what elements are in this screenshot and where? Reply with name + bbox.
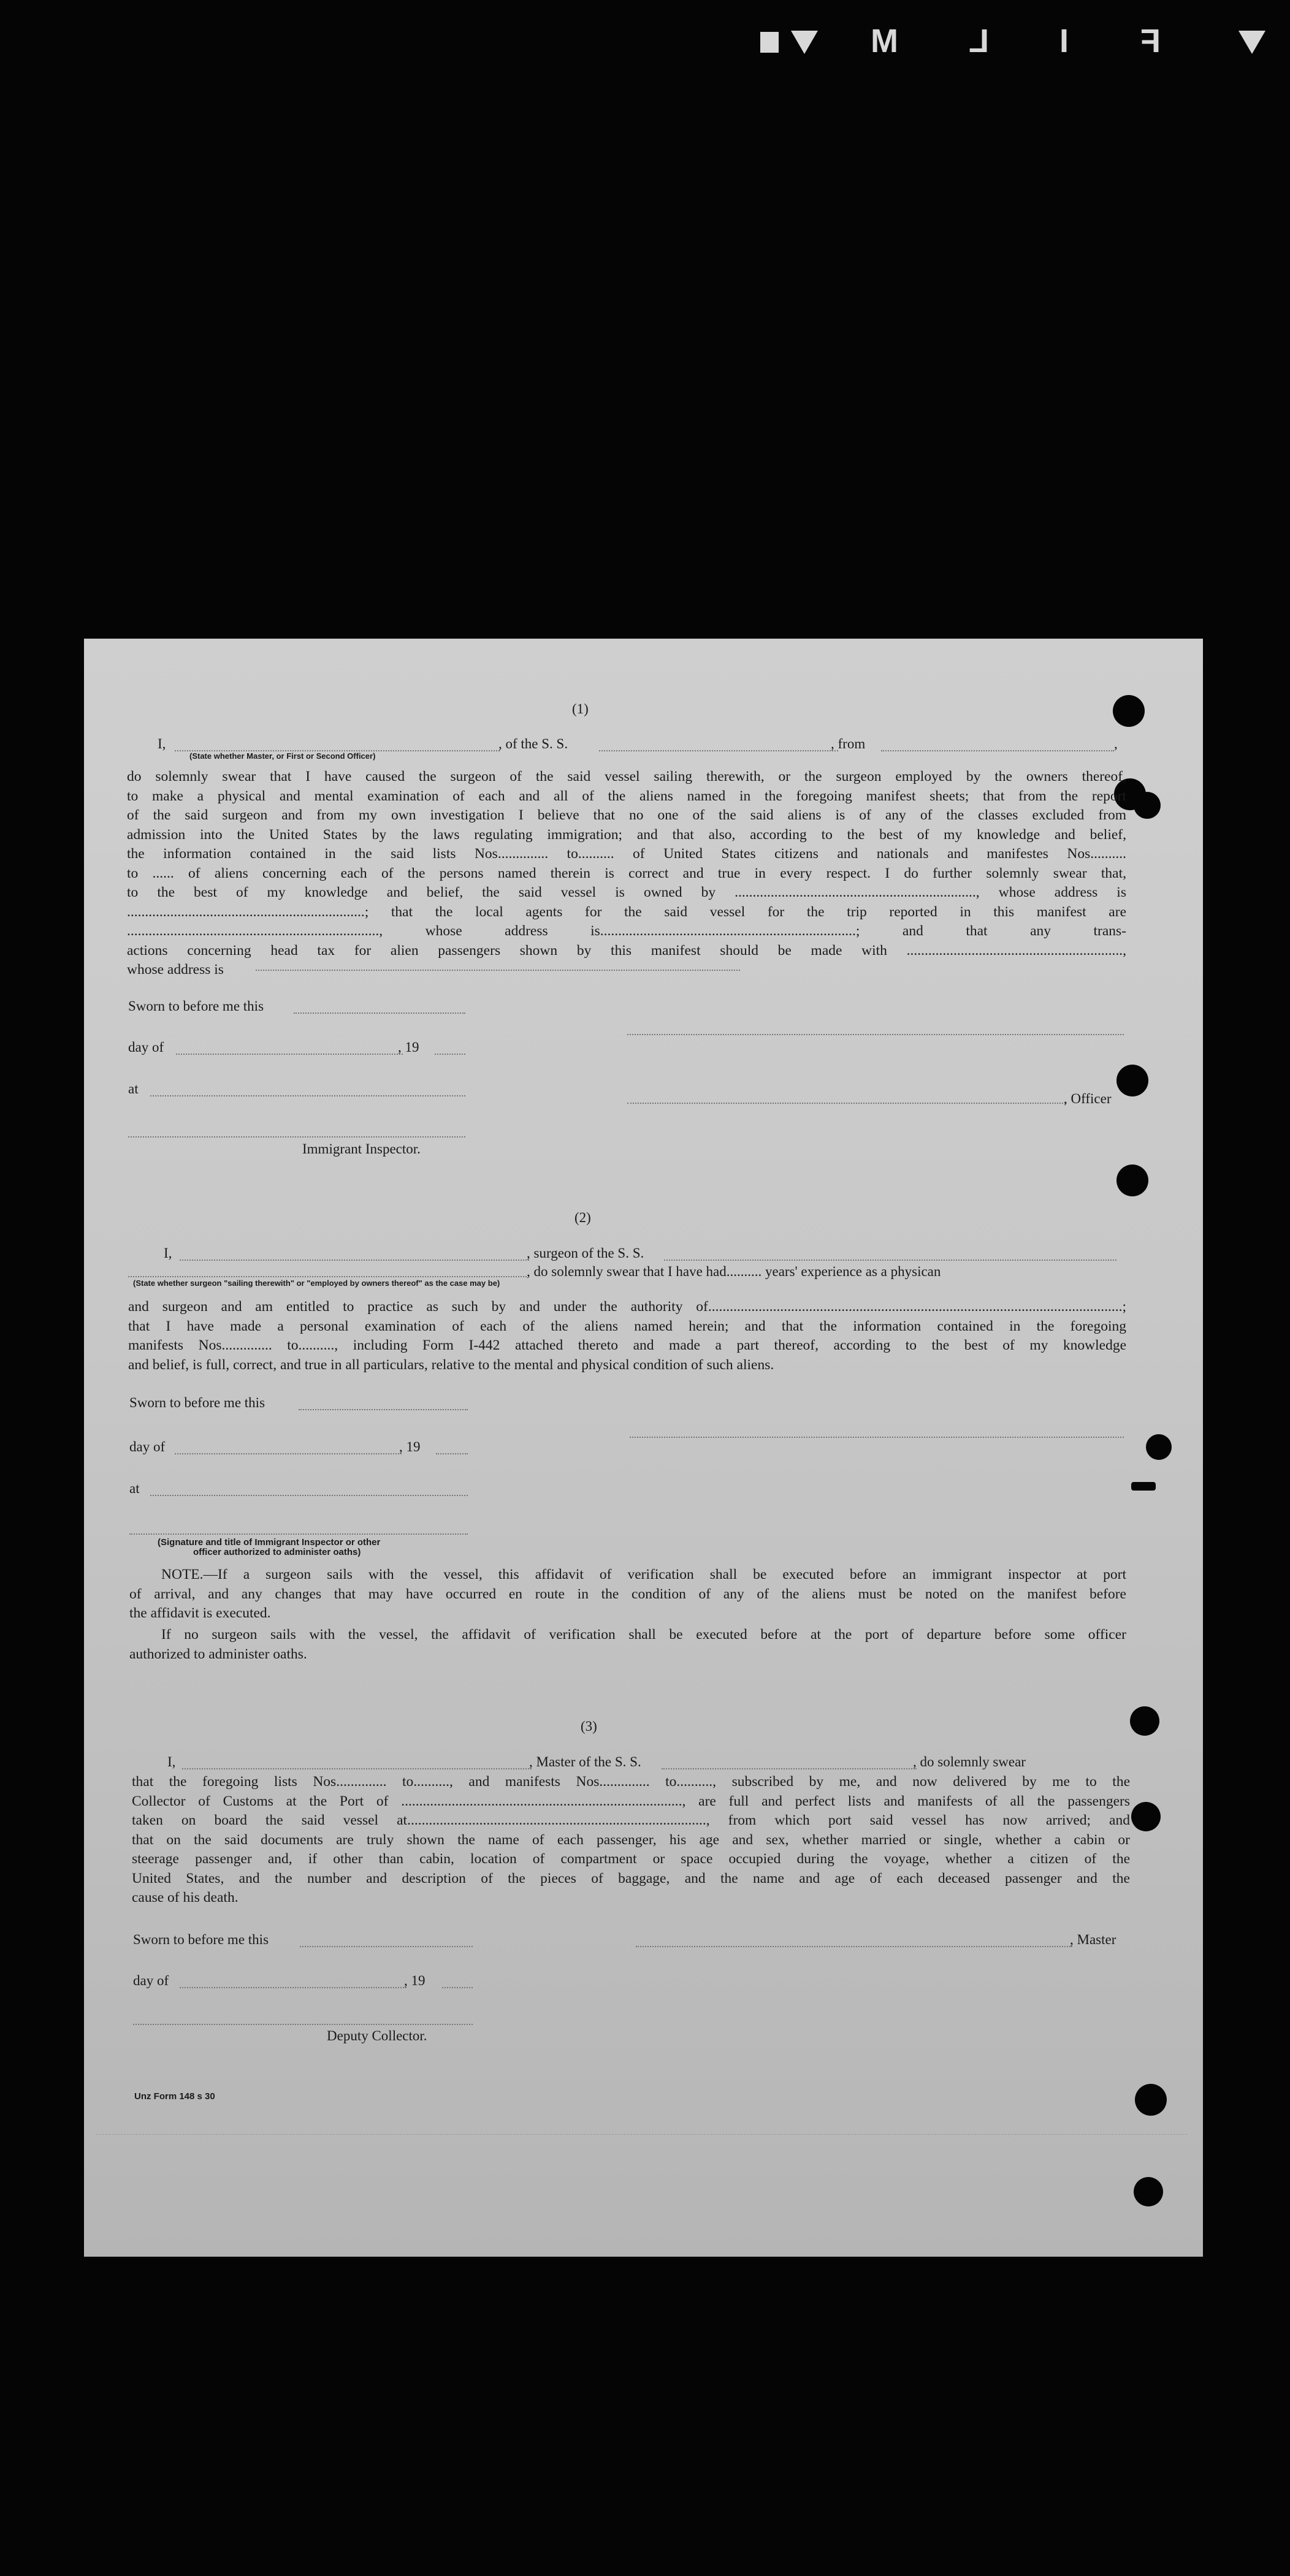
day-of-label: day of [128, 1039, 164, 1055]
at-label: at [128, 1081, 139, 1096]
fill-line [435, 1054, 465, 1055]
section2-line1-lead: I, [164, 1245, 172, 1261]
at-label: at [129, 1481, 140, 1496]
punch-hole [1131, 1482, 1156, 1491]
text-line: United States, and the number and description of the pieces of baggage, and the name and age of each deceased passenger and the [132, 1870, 1130, 1886]
film-letter: I [1059, 23, 1069, 59]
signature-line [133, 2024, 473, 2025]
signature-hint: officer authorized to administer oaths) [193, 1547, 361, 1557]
sworn-label: Sworn to before me this [128, 998, 264, 1014]
signature-line [129, 1533, 468, 1535]
fill-line [150, 1095, 465, 1096]
signature-line [128, 1136, 465, 1138]
signature-line [636, 1946, 1072, 1947]
form-number: Unz Form 148 s 30 [134, 2091, 215, 2102]
master-label: , Master [1070, 1932, 1116, 1947]
text-line: authorized to administer oaths. [129, 1646, 307, 1662]
year-label: , 19 [404, 1973, 426, 1988]
text-line: Collector of Customs at the Port of .............................................................................., are full and perfect lists and manifests of all the passengers [132, 1793, 1130, 1809]
text-line: of arrival, and any changes that may have occurred en route in the condition of any of the aliens must be noted on the manifest before [129, 1586, 1126, 1602]
note-text-2 [129, 1625, 1126, 1664]
section1-vessel-label: , of the S. S. [498, 736, 568, 751]
section-number: (1) [572, 701, 589, 716]
text-line: cause of his death. [132, 1890, 239, 1905]
text-line: steerage passenger and, if other than cabin, location of compartment or space occupied during the voyage, whether a citizen of the [132, 1851, 1130, 1867]
fill-line [599, 750, 838, 751]
signature-line [630, 1437, 1124, 1438]
year-label: , 19 [398, 1039, 419, 1055]
text-line: ......................................................................, whose address is.......................................................................; and that any trans- [127, 923, 1126, 939]
text-line: and surgeon and am entitled to practice as such by and under the authority of...................................................................................................................; [128, 1299, 1126, 1315]
day-of-label: day of [129, 1439, 166, 1454]
signature-hint: (Signature and title of Immigrant Inspector or other [158, 1537, 381, 1548]
signature-line [627, 1034, 1124, 1035]
fill-line [128, 1276, 527, 1277]
punch-hole [1146, 1434, 1172, 1460]
text-line: of the said surgeon and from my own investigation I believe that no one of the said aliens is of any of the classes excluded from [127, 807, 1126, 823]
section1-oath-text [127, 767, 1126, 980]
deputy-collector-label: Deputy Collector. [327, 2028, 427, 2043]
punch-hole [1135, 2084, 1167, 2116]
fill-line [150, 1495, 468, 1496]
film-triangle-mark [1238, 31, 1265, 54]
fill-line [300, 1946, 473, 1947]
fill-line [175, 1453, 402, 1454]
text-line: If no surgeon sails with the vessel, the affidavit of verification shall be executed before at the port of departure before some officer [161, 1627, 1126, 1643]
fill-line [436, 1453, 468, 1454]
section2-oath-text [128, 1297, 1126, 1375]
punch-hole [1134, 2177, 1163, 2206]
text-line: that I have made a personal examination of each of the aliens named herein; and that the information contained in the foregoing [128, 1318, 1126, 1334]
sworn-label: Sworn to before me this [129, 1395, 265, 1410]
punch-hole [1113, 695, 1145, 727]
fill-line [662, 1768, 917, 1769]
section3-master-label: , Master of the S. S. [529, 1754, 641, 1769]
fill-line [256, 970, 740, 971]
text-line: to the best of my knowledge and belief, the said vessel is owned by ..................................................................., whose address is [127, 884, 1126, 900]
text-line: and belief, is full, correct, and true in all particulars, relative to the mental and physical condition of such aliens. [128, 1356, 774, 1373]
text-line: admission into the United States by the laws regulating immigration; and that also, according to the best of my knowledge and belief, [127, 826, 1126, 843]
film-square-mark [760, 32, 779, 53]
section1-comma: , [1114, 736, 1118, 751]
text-line: whose address is [127, 962, 224, 978]
text-line: manifests Nos.............. to.........., including Form I-442 attached thereto and made a part thereof, according to the best of my knowledge [128, 1337, 1126, 1353]
fold-line [96, 2134, 1188, 2135]
text-line: the affidavit is executed. [129, 1605, 271, 1621]
film-letter: M [871, 23, 898, 59]
text-line: ..................................................................; that the local agents for the said vessel for the trip reported in this manifest are [127, 903, 1126, 920]
section3-oath-text [132, 1772, 1130, 1908]
fill-line [180, 1987, 406, 1988]
section1-line1-lead: I, [158, 736, 166, 751]
text-line: actions concerning head tax for alien passengers shown by this manifest should be made with ............................................................, [127, 942, 1126, 959]
surgeon-status-hint: (State whether surgeon "sailing therewith" or "employed by owners thereof" as the case may be) [133, 1279, 500, 1288]
officer-rank-hint: (State whether Master, or First or Second Officer) [189, 751, 376, 761]
punch-hole [1130, 1706, 1159, 1736]
text-line: to ...... of aliens concerning each of the persons named therein is correct and true in every respect. I do further solemnly swear that, [127, 865, 1126, 881]
film-triangle-mark [791, 31, 818, 54]
section3-swear-text: , do solemnly swear [913, 1754, 1026, 1769]
fill-line [881, 750, 1114, 751]
text-line: do solemnly swear that I have caused the surgeon of the said vessel sailing therewith, or the surgeon employed by the owners thereof, [127, 769, 1126, 785]
section-number: (2) [574, 1210, 591, 1225]
fill-line [299, 1409, 468, 1410]
officer-label: , Officer [1064, 1091, 1112, 1106]
text-line: taken on board the said vessel at..................................................................................., from which port said vessel has now arrived; and [132, 1812, 1130, 1828]
film-letter: L [969, 23, 989, 59]
text-line: NOTE.—If a surgeon sails with the vessel, this affidavit of verification shall be executed before an immigrant inspector at port [161, 1567, 1126, 1582]
punch-hole [1116, 1065, 1148, 1096]
film-letter: F [1140, 23, 1161, 59]
fill-line [182, 1768, 532, 1769]
section1-from-label: , from [831, 736, 866, 751]
punch-hole [1116, 1165, 1148, 1196]
immigrant-inspector-label: Immigrant Inspector. [302, 1141, 421, 1157]
text-line: to make a physical and mental examination of each and all of the aliens named in the foregoing manifest sheets; that from the report [127, 788, 1126, 804]
punch-hole [1134, 792, 1161, 819]
text-line: the information contained in the said lists Nos.............. to.......... of United States citizens and nationals and manifestes Nos.......... [127, 846, 1126, 862]
text-line: that on the said documents are truly shown the name of each passenger, his age and sex, whether married or single, whether a cabin or [132, 1831, 1130, 1848]
section2-experience-text: , do solemnly swear that I have had.......... years' experience as a physican [527, 1264, 941, 1279]
sworn-label: Sworn to before me this [133, 1932, 269, 1947]
fill-line [442, 1987, 473, 1988]
text-line: that the foregoing lists Nos.............. to.........., and manifests Nos.............. to.........., subscribed by me, and now delivered by me to the [132, 1774, 1130, 1790]
section2-surgeon-label: , surgeon of the S. S. [527, 1245, 644, 1261]
note-text [129, 1565, 1126, 1624]
year-label: , 19 [399, 1439, 421, 1454]
section-number: (3) [581, 1719, 597, 1734]
punch-hole [1131, 1802, 1161, 1831]
fill-line [664, 1260, 1116, 1261]
signature-line [627, 1103, 1066, 1104]
document-page [84, 639, 1203, 2257]
fill-line [180, 1260, 529, 1261]
day-of-label: day of [133, 1973, 169, 1988]
fill-line [294, 1013, 465, 1014]
fill-line [176, 1054, 403, 1055]
section3-line1-lead: I, [167, 1754, 176, 1769]
